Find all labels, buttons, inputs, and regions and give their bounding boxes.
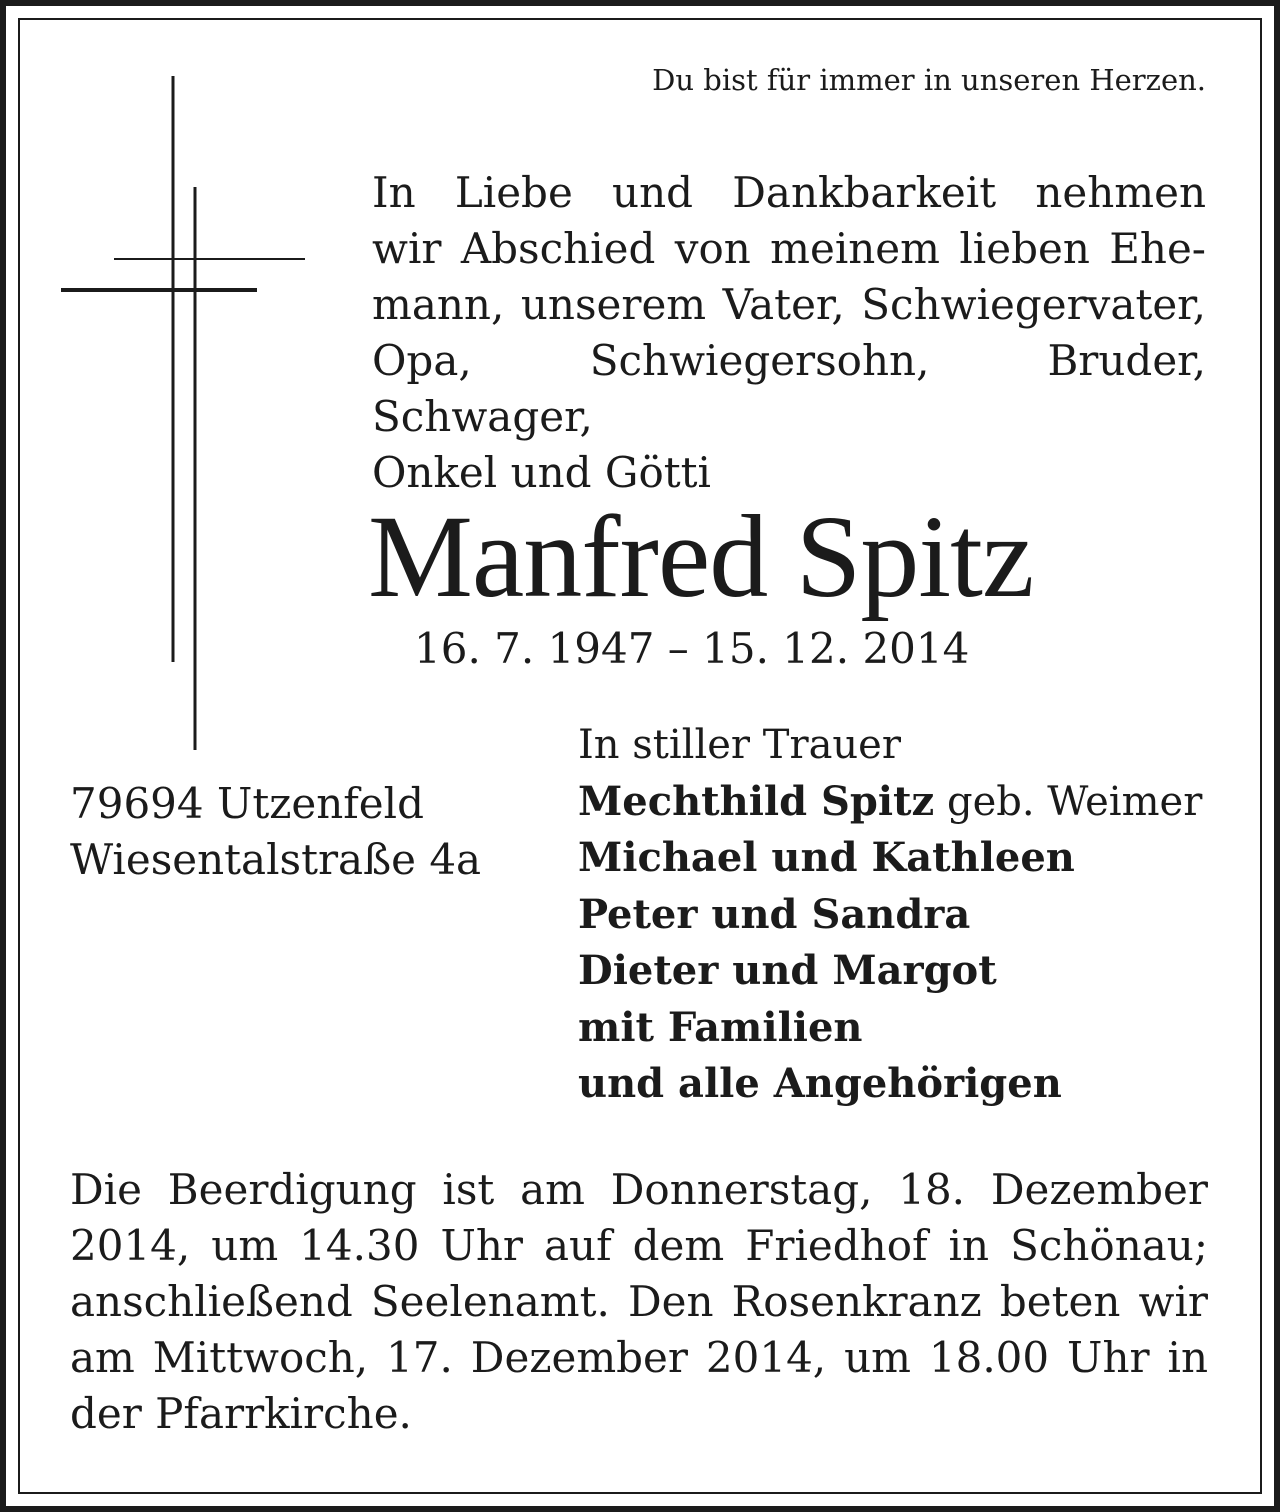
- mourner-name: mit Familien: [578, 1003, 863, 1051]
- intro-line: wir Abschied von meinem lieben Ehe-: [372, 224, 1206, 273]
- address-street: Wiesentalstraße 4a: [70, 835, 482, 884]
- intro-line: In Liebe und Dankbarkeit nehmen: [372, 168, 1206, 217]
- funeral-line: Die Beerdigung ist am Donnerstag, 18. Dezember: [70, 1165, 1208, 1214]
- mourners-list: [578, 718, 1202, 1113]
- funeral-line: der Pfarrkirche.: [70, 1389, 412, 1438]
- intro-text: [372, 165, 1206, 501]
- mourner-entry: [578, 1000, 1202, 1057]
- mourner-name: Peter und Sandra: [578, 890, 971, 938]
- intro-line: Onkel und Götti: [372, 448, 711, 497]
- mourner-entry: [578, 830, 1202, 887]
- life-dates: 16. 7. 1947 – 15. 12. 2014: [414, 624, 970, 673]
- funeral-line: anschließend Seelenamt. Den Rosenkranz beten wir: [70, 1277, 1208, 1326]
- funeral-line: am Mittwoch, 17. Dezember 2014, um 18.00 Uhr in: [70, 1333, 1208, 1382]
- address-city: 79694 Utzenfeld: [70, 779, 424, 828]
- mourner-name: Michael und Kathleen: [578, 834, 1075, 881]
- mourners-heading: In stiller Trauer: [578, 722, 901, 768]
- address: [70, 776, 481, 888]
- spouse-name: Mechthild Spitz: [578, 777, 935, 825]
- intro-line: Opa, Schwiegersohn, Bruder, Schwager,: [372, 336, 1206, 441]
- deceased-name: Manfred Spitz: [368, 491, 1034, 622]
- mourner-name: und alle Angehörigen: [578, 1060, 1062, 1107]
- mourner-entry: [578, 1056, 1202, 1113]
- motto: Du bist für immer in unseren Herzen.: [652, 63, 1206, 97]
- mourner-entry: [578, 943, 1202, 1000]
- mourner-entry: [578, 887, 1202, 944]
- funeral-info: [70, 1162, 1208, 1442]
- mourner-spouse: [578, 774, 1202, 831]
- spouse-maiden-name: geb. Weimer: [946, 778, 1203, 825]
- mourner-name: Dieter und Margot: [578, 947, 997, 994]
- intro-line: mann, unserem Vater, Schwiegervater,: [372, 280, 1206, 329]
- funeral-line: 2014, um 14.30 Uhr auf dem Friedhof in Schönau;: [70, 1221, 1208, 1270]
